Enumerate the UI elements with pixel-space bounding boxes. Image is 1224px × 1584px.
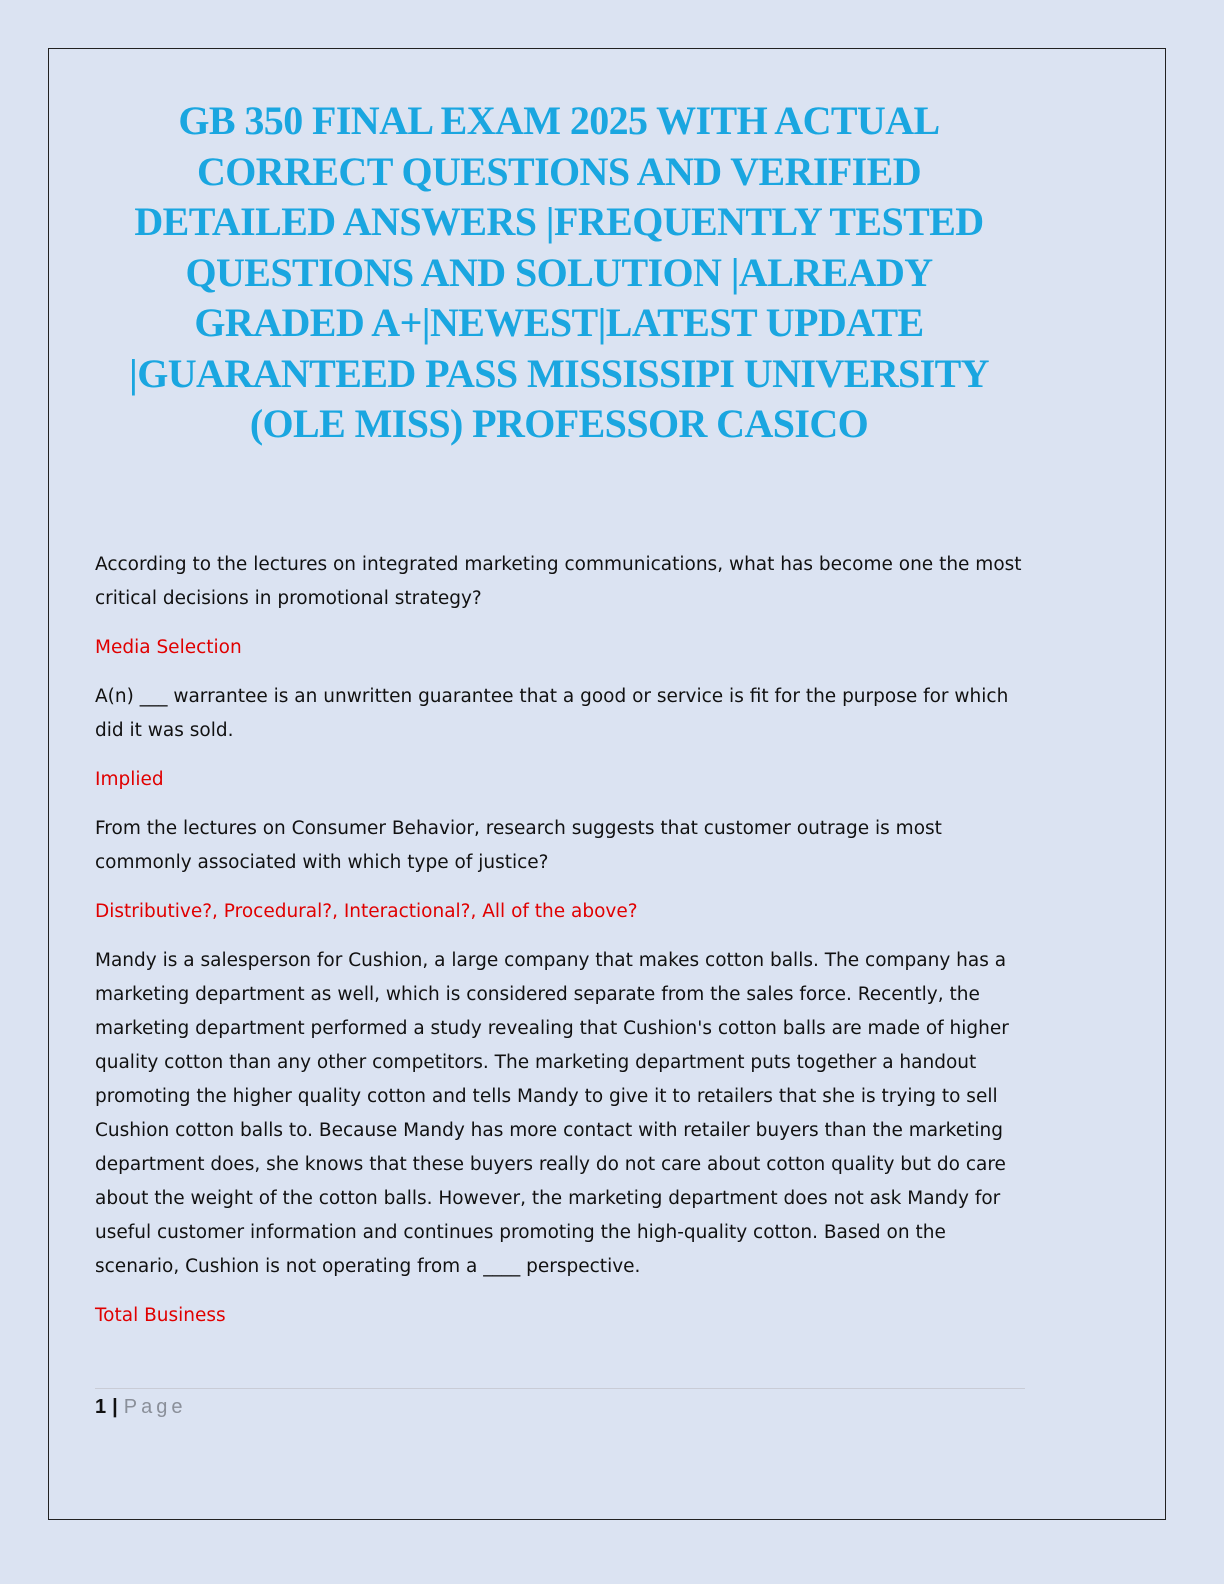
footer-divider [95, 1388, 1025, 1389]
document-title: GB 350 FINAL EXAM 2025 WITH ACTUAL CORRECT QUESTIONS AND VERIFIED DETAILED ANSWERS |FREQUENTLY TESTED QUESTIONS AND SOLUTION |ALREADY GRADED A+|NEWEST|LATEST UPDATE |GUARANTEED PASS MISSISSIPI UNIVERSITY (OLE MISS) PROFESSOR CASICO [129, 98, 989, 446]
question-3: From the lectures on Consumer Behavior, research suggests that customer outrage is most commonly associated with which type of justice? [95, 818, 942, 873]
answer-1: Media Selection [95, 637, 242, 658]
page-number: 1 [95, 1396, 107, 1418]
answer-3: Distributive?, Procedural?, Interactional?, All of the above? [95, 901, 638, 922]
footer-separator: | [112, 1396, 118, 1418]
page-footer [95, 1392, 186, 1422]
question-4: Mandy is a salesperson for Cushion, a large company that makes cotton balls. The company has a marketing department as well, which is considered separate from the sales force. Recently, the marketing department performed a study revealing that Cushion's cotton balls are made of higher quality cotton than any other competitors. The marketing department puts together a handout promoting the higher quality cotton and tells Mandy to give it to retailers that she is trying to sell Cushion cotton balls to. Because Mandy has more contact with retailer buyers than the marketing department does, she knows that these buyers really do not care about cotton quality but do care about the weight of the cotton balls. However, the marketing department does not ask Mandy for useful customer information and continues promoting the high-quality cotton. Based on the scenario, Cushion is not operating from a ____ perspective. [95, 950, 1009, 1277]
question-2: A(n) ___ warrantee is an unwritten guarantee that a good or service is fit for the purpose for which did it was sold. [95, 686, 1009, 741]
page-label: Page [123, 1396, 187, 1418]
qa-content [95, 548, 1035, 1348]
question-1: According to the lectures on integrated marketing communications, what has become one the most critical decisions in promotional strategy? [95, 554, 1022, 609]
answer-2: Implied [95, 769, 164, 790]
answer-4: Total Business [95, 1305, 226, 1326]
